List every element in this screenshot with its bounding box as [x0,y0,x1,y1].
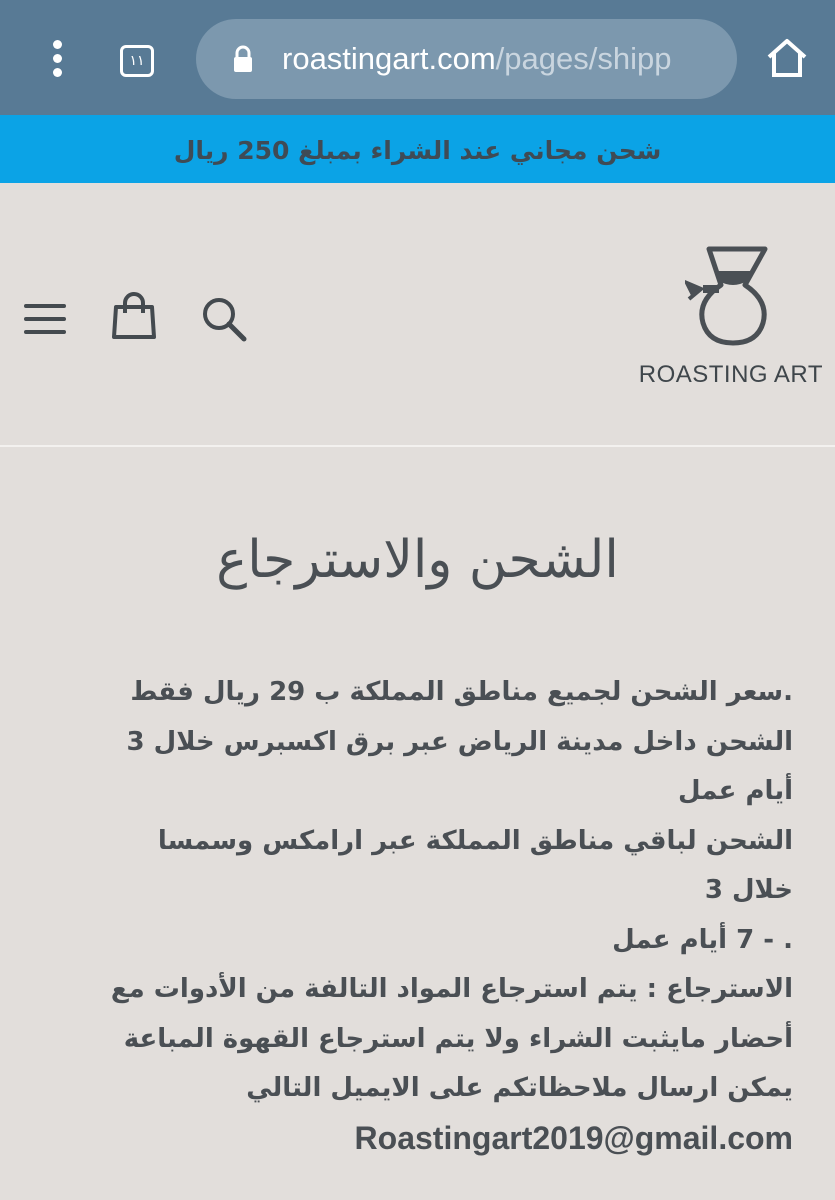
content-line: يمكن ارسال ملاحظاتكم على الايميل التالي [246,1073,793,1103]
address-bar[interactable] [196,19,737,99]
page-content [103,668,793,1163]
search-icon[interactable] [200,295,248,343]
home-icon[interactable] [765,35,809,79]
menu-icon[interactable] [24,301,68,337]
tab-switcher-button[interactable]: ١١ [120,45,154,77]
content-line: أحضار مايثبت الشراء ولا يتم استرجاع القهوة المباعة [123,1023,793,1054]
shopping-bag-icon[interactable] [110,291,158,341]
page-title: الشحن والاسترجاع [216,530,619,590]
content-line: الشحن داخل مدينة الرياض عبر برق اكسبرس خلال 3 [126,726,793,757]
url-path: /pages/shipp [495,41,672,76]
content-line: الشحن لباقي مناطق المملكة عبر ارامكس وسمسا خلال 3 [157,825,793,905]
coffee-dripper-logo[interactable] [685,245,775,347]
contact-email[interactable]: Roastingart2019@gmail.com [354,1119,793,1156]
content-line: . - 7 أيام عمل [612,924,793,955]
browser-toolbar [0,0,835,115]
content-line: الاسترجاع : يتم استرجاع المواد التالفة من الأدوات مع [110,974,793,1004]
url-domain: roastingart.com [282,41,496,76]
announcement-bar: شحن مجاني عند الشراء بمبلغ 250 ريال [0,115,835,183]
content-line: .سعر الشحن لجميع مناطق المملكة ب 29 ريال فقط [130,677,793,707]
lock-icon [232,45,254,73]
site-header [0,183,835,447]
brand-name: ROASTING ART [638,361,823,388]
more-options-icon[interactable] [46,40,68,76]
url-text [282,19,722,99]
content-line: أيام عمل [678,776,793,806]
